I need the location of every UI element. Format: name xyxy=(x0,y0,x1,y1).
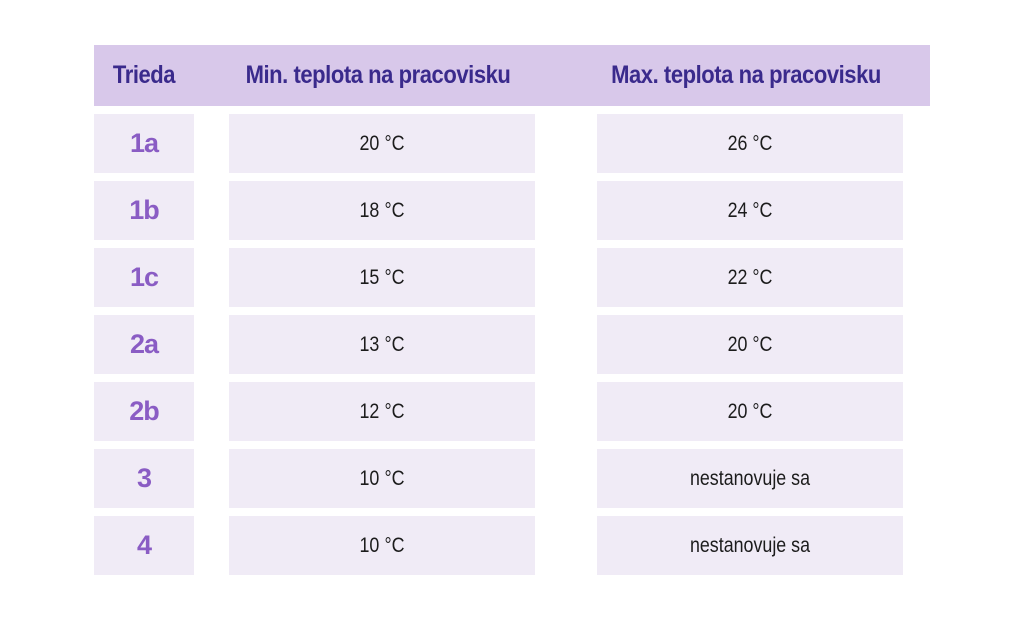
min-temp-cell xyxy=(229,516,535,575)
table-row xyxy=(94,248,930,307)
max-temp-cell: 20 °C xyxy=(597,315,903,374)
class-cell: 2b xyxy=(94,382,194,441)
unit-label: °C xyxy=(384,533,405,557)
unit-label: °C xyxy=(384,399,405,423)
unit-label: °C xyxy=(384,198,405,222)
min-temp-value: 13 xyxy=(359,332,380,356)
table-row xyxy=(94,114,930,173)
header-class: Trieda xyxy=(112,61,176,89)
table-row xyxy=(94,449,930,508)
header-min-temp: Min. teplota na pracovisku xyxy=(245,61,511,89)
max-temp-cell: 20 °C xyxy=(597,382,903,441)
table-header xyxy=(94,45,930,106)
min-temp-cell xyxy=(229,315,535,374)
table-row xyxy=(94,382,930,441)
min-temp-cell xyxy=(229,449,535,508)
unit-label: °C xyxy=(384,466,405,490)
class-cell: 1b xyxy=(94,181,194,240)
table-row xyxy=(94,516,930,575)
max-temp-cell: 22 °C xyxy=(597,248,903,307)
min-temp-cell xyxy=(229,248,535,307)
max-temp-cell: 24 °C xyxy=(597,181,903,240)
table-row xyxy=(94,181,930,240)
class-cell: 1c xyxy=(94,248,194,307)
header-max-temp: Max. teplota na pracovisku xyxy=(611,61,881,89)
class-cell: 2a xyxy=(94,315,194,374)
class-cell: 4 xyxy=(94,516,194,575)
min-temp-cell xyxy=(229,114,535,173)
temperature-table xyxy=(94,45,930,575)
min-temp-value: 20 xyxy=(359,131,380,155)
min-temp-cell xyxy=(229,181,535,240)
max-temp-cell: nestanovuje sa xyxy=(597,449,903,508)
class-cell: 1a xyxy=(94,114,194,173)
min-temp-value: 10 xyxy=(359,466,380,490)
max-temp-cell: 26 °C xyxy=(597,114,903,173)
unit-label: °C xyxy=(384,131,405,155)
min-temp-value: 10 xyxy=(359,533,380,557)
unit-label: °C xyxy=(384,265,405,289)
min-temp-value: 15 xyxy=(359,265,380,289)
min-temp-cell xyxy=(229,382,535,441)
class-cell: 3 xyxy=(94,449,194,508)
min-temp-value: 12 xyxy=(359,399,380,423)
min-temp-value: 18 xyxy=(359,198,380,222)
unit-label: °C xyxy=(384,332,405,356)
table-row xyxy=(94,315,930,374)
max-temp-cell: nestanovuje sa xyxy=(597,516,903,575)
